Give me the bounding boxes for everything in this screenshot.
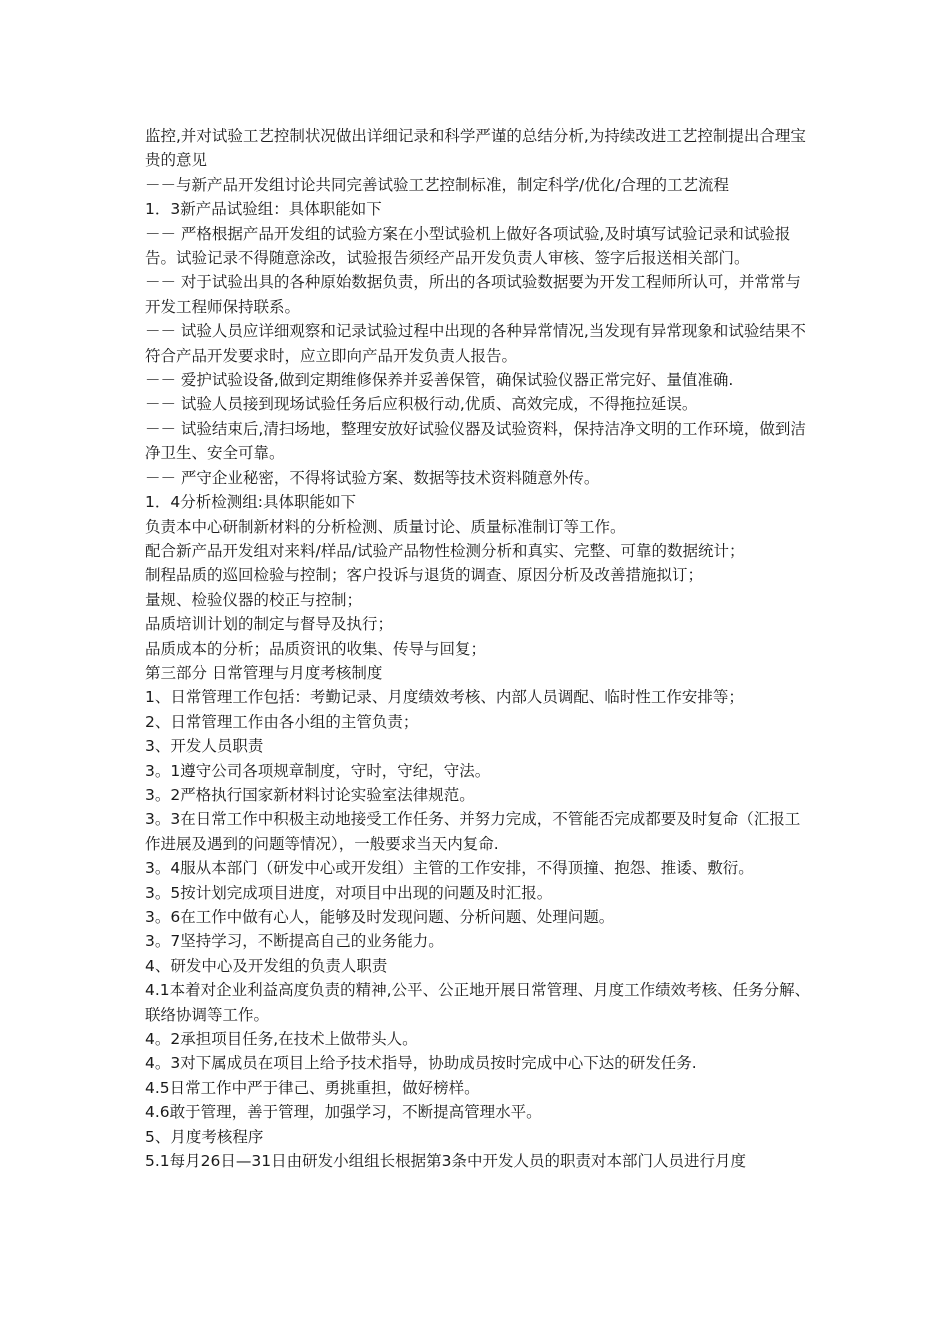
paragraph: 量规、检验仪器的校正与控制； (145, 590, 363, 609)
section-heading: 5、月度考核程序 (145, 1127, 264, 1146)
paragraph: 3。2严格执行国家新材料讨论实验室法律规范。 (145, 785, 475, 804)
paragraph: 品质培训计划的制定与督导及执行； (145, 615, 394, 634)
paragraph: 2、日常管理工作由各小组的主管负责； (145, 712, 419, 731)
paragraph: 1、日常管理工作包括：考勤记录、月度绩效考核、内部人员调配、临时性工作安排等； (145, 688, 744, 707)
paragraph: 3。6在工作中做有心人，能够及时发现问题、分析问题、处理问题。 (145, 908, 615, 926)
paragraph: －－ 对于试验出具的各种原始数据负责，所出的各项试验数据要为开发工程师所认可，并常常与开发工程师保持联系。 (145, 273, 801, 316)
section-heading: 3、开发人员职责 (145, 737, 264, 756)
section-heading: 1．4分析检测组:具体职能如下 (145, 493, 356, 512)
part-heading: 第三部分 日常管理与月度考核制度 (145, 663, 383, 682)
paragraph: －－ 严格根据产品开发组的试验方案在小型试验机上做好各项试验,及时填写试验记录和试验报告。试验记录不得随意涂改，试验报告须经产品开发负责人审核、签字后报送相关部门。 (145, 224, 791, 268)
paragraph: －－ 严守企业秘密，不得将试验方案、数据等技术资料随意外传。 (145, 468, 600, 487)
paragraph: 配合新产品开发组对来料/样品/试验产品物性检测分析和真实、完整、可靠的数据统计； (145, 541, 745, 560)
paragraph: 4。3对下属成员在项目上给予技术指导，协助成员按时完成中心下达的研发任务. (145, 1054, 697, 1073)
paragraph: 3。5按计划完成项目进度，对项目中出现的问题及时汇报。 (145, 883, 553, 902)
paragraph: －－ 爱护试验设备,做到定期维修保养并妥善保管，确保试验仪器正常完好、量值准确. (145, 371, 734, 390)
paragraph: 负责本中心研制新材料的分析检测、质量讨论、质量标准制订等工作。 (145, 517, 626, 536)
paragraph: 3。1遵守公司各项规章制度，守时，守纪，守法。 (145, 761, 491, 780)
paragraph: 监控,并对试验工艺控制状况做出详细记录和科学严谨的总结分析,为持续改进工艺控制提出合理宝贵的意见 (145, 127, 806, 170)
paragraph: －－ 试验人员接到现场试验任务后应积极行动,优质、高效完成，不得拖拉延误。 (145, 395, 698, 414)
paragraph: 4.5日常工作中严于律己、勇挑重担，做好榜样。 (145, 1078, 480, 1097)
paragraph: 品质成本的分析；品质资讯的收集、传导与回复； (145, 639, 487, 658)
paragraph: －－ 试验人员应详细观察和记录试验过程中出现的各种异常情况,当发现有异常现象和试验结果不符合产品开发要求时，应立即向产品开发负责人报告。 (145, 322, 806, 365)
paragraph: 制程品质的巡回检验与控制；客户投诉与退货的调查、原因分析及改善措施拟订； (145, 566, 704, 585)
document-body (145, 124, 813, 1173)
paragraph: 3。4服从本部门（研发中心或开发组）主管的工作安排，不得顶撞、抱怨、推诿、敷衍。 (145, 859, 754, 878)
paragraph: 3。7坚持学习，不断提高自己的业务能力。 (145, 932, 444, 951)
paragraph: －－与新产品开发组讨论共同完善试验工艺控制标准，制定科学/优化/合理的工艺流程 (145, 175, 729, 194)
paragraph: 4.6敢于管理，善于管理，加强学习，不断提高管理水平。 (145, 1103, 542, 1122)
paragraph: 4.1本着对企业利益高度负责的精神,公平、公正地开展日常管理、月度工作绩效考核、任务分解、联络协调等工作。 (145, 981, 811, 1024)
section-heading: 4、研发中心及开发组的负责人职责 (145, 956, 388, 975)
section-heading: 1．3新产品试验组：具体职能如下 (145, 200, 382, 219)
paragraph: 5.1每月26日—31日由研发小组组长根据第3条中开发人员的职责对本部门人员进行月度 (145, 1152, 746, 1171)
paragraph: 3。3在日常工作中积极主动地接受工作任务、并努力完成，不管能否完成都要及时复命（汇报工作进展及遇到的问题等情况），一般要求当天内复命. (145, 810, 801, 853)
paragraph: －－ 试验结束后,清扫场地，整理安放好试验仪器及试验资料，保持洁净文明的工作环境，做到洁净卫生、安全可靠。 (145, 419, 806, 463)
paragraph: 4。2承担项目任务,在技术上做带头人。 (145, 1030, 418, 1049)
